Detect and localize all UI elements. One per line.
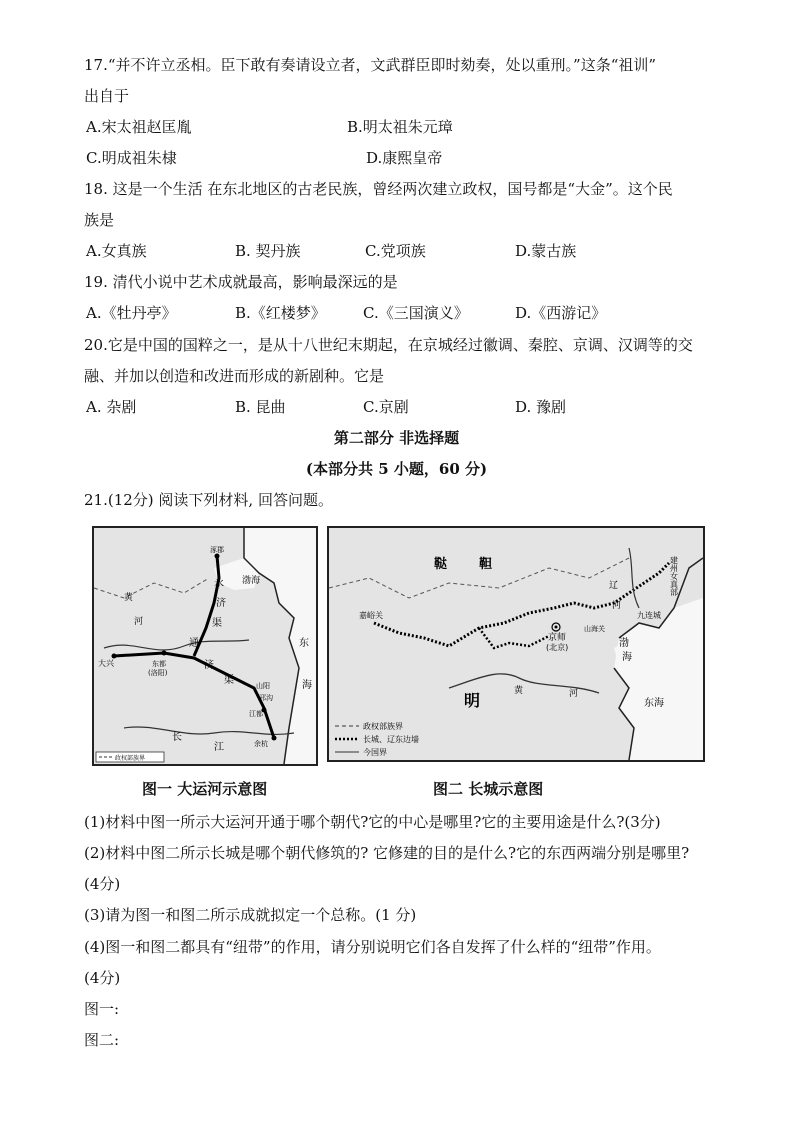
label-hai: 海 (622, 652, 632, 663)
q20-option-c: C.京剧 (363, 398, 409, 416)
q21-sub4: (4)图一和图二都具有“纽带”的作用，请分别说明它们各自发挥了什么样的“纽带”作用。 (84, 938, 661, 956)
q18-option-c: C.党项族 (365, 242, 426, 260)
q20-option-d: D. 豫剧 (515, 398, 567, 416)
label-ming: 明 (464, 691, 481, 710)
city-dongdu (162, 651, 167, 656)
q21-stem: 21.(12分) 阅读下列材料, 回答问题。 (84, 491, 333, 509)
label-qu: 渠 (212, 618, 222, 629)
label-beijing: (北京) (546, 643, 569, 652)
label-tong: 通 (189, 638, 199, 649)
q17-option-b: B.明太祖朱元璋 (347, 118, 453, 136)
q19-option-d: D.《西游记》 (515, 304, 607, 322)
border-line (94, 578, 209, 598)
label-jiangdu: 江都 (249, 710, 263, 718)
q19-option-b: B.《红楼梦》 (235, 304, 326, 322)
label-luoyang: (洛阳) (148, 669, 168, 677)
liao-river (629, 548, 639, 608)
q18-option-a: A.女真族 (86, 242, 147, 260)
label-bohai: 渤海 (242, 576, 261, 586)
q20-stem-line2: 融、并加以创造和改进而形成的新剧种。它是 (84, 367, 385, 385)
q20-stem-line1: 20.它是中国的国粹之一，是从十八世纪末期起，在京城经过徽调、秦腔、京调、汉调等的交 (84, 336, 693, 354)
label-huang: 黄 (124, 593, 134, 603)
q21-sub1: (1)材料中图一所示大运河开通于哪个朝代?它的中心是哪里?它的主要用途是什么?(3分) (84, 813, 661, 831)
map2-caption: 图二 长城示意图 (433, 780, 544, 798)
label-he: 河 (134, 617, 144, 627)
great-wall-inner (479, 628, 549, 648)
legend-wall-label: 长城、辽东边墙 (363, 735, 419, 744)
q18-option-b: B. 契丹族 (235, 242, 301, 260)
label-zhuojun: 涿郡 (210, 546, 224, 554)
label-bo: 渤 (619, 638, 629, 649)
label-jiayuguan: 嘉峪关 (359, 611, 383, 620)
city-daxing (112, 654, 117, 659)
label-qu2: 渠 (224, 675, 234, 686)
q20-option-a: A. 杂剧 (86, 398, 137, 416)
label-dong: 东 (299, 638, 309, 649)
yellow-river (104, 640, 249, 650)
q18-stem-line1: 18. 这是一个生活 在东北地区的古老民族，曾经两次建立政权，国号都是“大金”。这个民 (84, 180, 673, 198)
label-shanhaiguan: 山海关 (584, 625, 605, 633)
q21-sub3: (3)请为图一和图二所示成就拟定一个总称。(1 分) (84, 906, 417, 924)
q20-option-b: B. 昆曲 (235, 398, 286, 416)
map-great-wall-svg (329, 528, 703, 760)
map-grand-canal-svg (94, 528, 316, 764)
map-grand-canal (92, 526, 318, 766)
q17-stem-line1: 17.“并不许立丞相。臣下敢有奏请设立者，文武群臣即时劾奏，处以重刑。”这条“祖训” (84, 56, 657, 74)
city-yuhang (272, 736, 277, 741)
label-donghai: 东海 (644, 698, 664, 709)
q21-answer-label-2: 图二: (84, 1031, 120, 1049)
label-jiang: 江 (214, 742, 224, 753)
legend-border-label: 政权部族界 (363, 722, 403, 731)
canal-tongji (114, 653, 274, 738)
label-jing: 靼 (479, 557, 493, 572)
label-he: 河 (612, 601, 622, 611)
map1-legend-label: 政权部族界 (115, 755, 146, 762)
part2-subtitle: (本部分共 5 小题，60 分) (305, 460, 488, 478)
label-liao: 辽 (609, 581, 619, 591)
q18-option-d: D.蒙古族 (515, 242, 577, 260)
q18-stem-line2: 族是 (84, 211, 115, 229)
label-yuhang: 余杭 (254, 740, 268, 748)
sea-area (614, 598, 703, 760)
label-huang: 黄 (514, 686, 524, 696)
label-tong2: 济 (204, 660, 214, 671)
q19-option-a: A.《牡丹亭》 (86, 304, 177, 322)
q21-sub2-score: (4分) (84, 875, 121, 893)
city-zhuojun (215, 554, 220, 559)
q17-option-c: C.明成祖朱棣 (86, 149, 177, 167)
q17-stem-line2: 出自于 (84, 87, 130, 105)
label-hai: 海 (302, 680, 312, 691)
label-jianzhou: 建州女真部 (669, 556, 679, 596)
q21-sub2: (2)材料中图二所示长城是哪个朝代修筑的? 它修建的目的是什么?它的东西两端分别是哪里? (84, 844, 690, 862)
q19-option-c: C.《三国演义》 (363, 304, 469, 322)
label-shougang: 邗沟 (259, 694, 273, 702)
label-yong: 永 (214, 578, 224, 589)
map1-caption: 图一 大运河示意图 (142, 780, 268, 798)
label-dongdu: 东都 (152, 660, 166, 668)
label-he2: 河 (569, 689, 579, 699)
legend-country-label: 今国界 (363, 748, 387, 757)
map-great-wall (327, 526, 705, 762)
label-chang: 长 (172, 732, 182, 743)
yangtze-river (124, 727, 294, 734)
q17-option-d: D.康熙皇帝 (366, 149, 443, 167)
q17-option-a: A.宋太祖赵匡胤 (86, 118, 192, 136)
q19-stem: 19. 清代小说中艺术成就最高，影响最深远的是 (84, 273, 398, 291)
q21-sub4-score: (4分) (84, 969, 121, 987)
label-tatan: 鞑 (434, 557, 448, 572)
label-jiuliancheng: 九连城 (637, 611, 661, 620)
label-ji: 济 (216, 598, 226, 609)
city-jingshi-dot (555, 626, 558, 629)
part2-title: 第二部分 非选择题 (333, 429, 460, 447)
label-daxing: 大兴 (98, 659, 114, 668)
label-jingshi: 京师 (548, 633, 567, 643)
q21-answer-label-1: 图一: (84, 1000, 120, 1018)
label-shanyang: 山阳 (256, 682, 270, 690)
